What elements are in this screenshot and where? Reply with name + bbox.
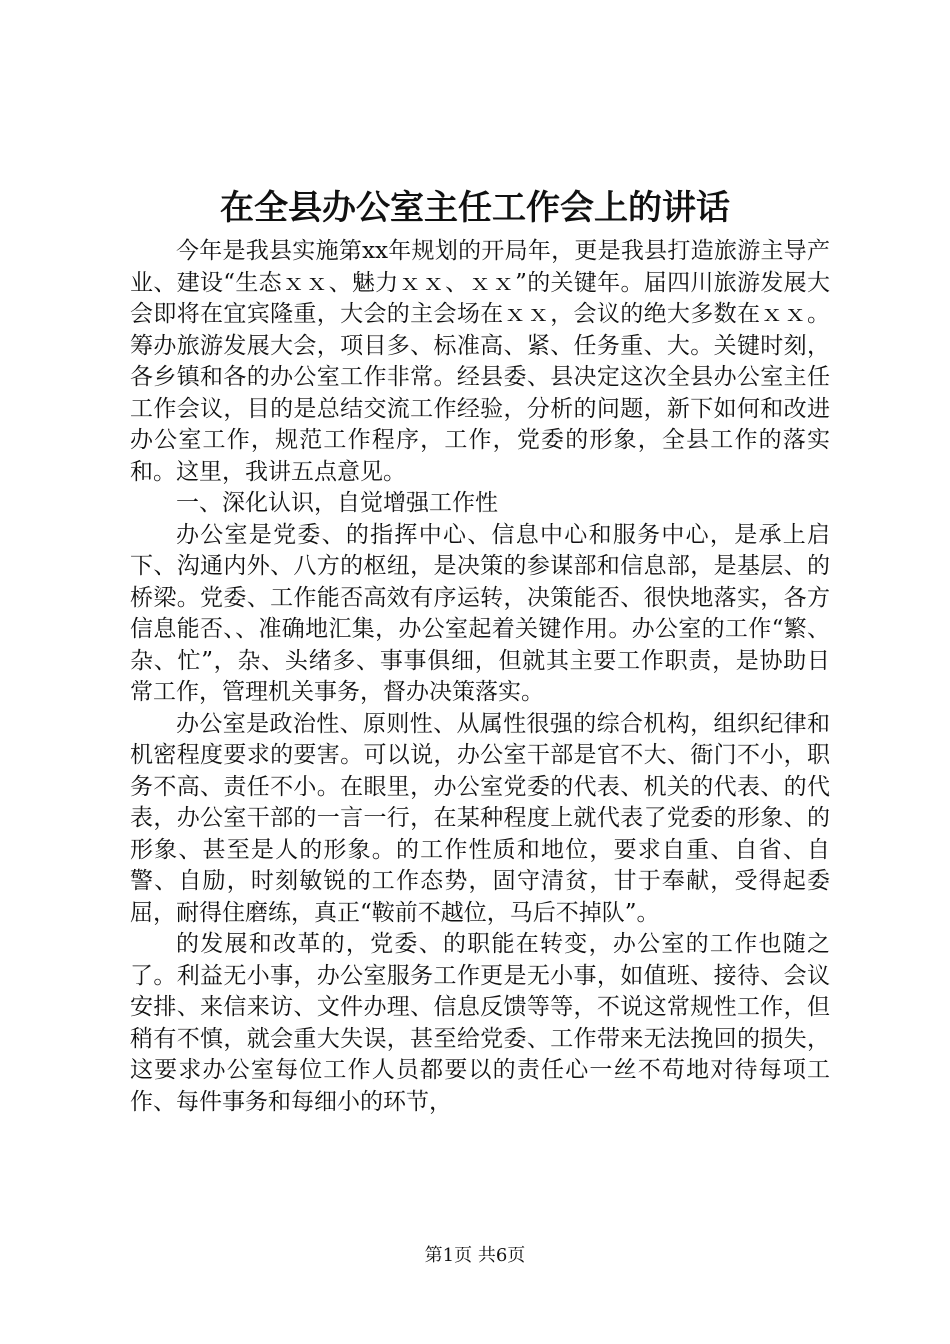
paragraph-intro: 今年是我县实施第xx年规划的开局年，更是我县打造旅游主导产业、建设“生态ｘｘ、魅力ｘｘ、ｘｘ”的关键年。届四川旅游发展大会即将在宜宾隆重，大会的主会场在ｘｘ，会议的绝大多数在ｘｘ。筹办旅游发展大会，项目多、标准高、紧、任务重、大。关键时刻，各乡镇和各的办公室工作非常。经县委、县决定这次全县办公室主任工作会议，目的是总结交流工作经验，分析的问题，新下如何和改进办公室工作，规范工作程序，工作，党委的形象，全县工作的落实和。这里，我讲五点意见。 [130, 238, 830, 485]
section-heading-1: 一、深化认识，自觉增强工作性 [176, 490, 498, 516]
paragraph-office-nature: 办公室是政治性、原则性、从属性很强的综合机构，组织纪律和机密程度要求的要害。可以说，办公室干部是官不大、衙门不小，职务不高、责任不小。在眼里，办公室党委的代表、机关的代表、的代表，办公室干部的一言一行，在某种程度上就代表了党委的形象、的形象、甚至是人的形象。的工作性质和地位，要求自重、自省、自警、自励，时刻敏锐的工作态势，固守清贫，甘于奉献，受得起委屈，耐得住磨练，真正“鞍前不越位，马后不掉队”。 [130, 710, 830, 926]
paragraph-office-role: 办公室是党委、的指挥中心、信息中心和服务中心，是承上启下、沟通内外、八方的枢纽，是决策的参谋部和信息部，是基层、的桥梁。党委、工作能否高效有序运转，决策能否、很快地落实，各方信息能否、、准确地汇集，办公室起着关键作用。办公室的工作“繁、杂、忙”，杂、头绪多、事事俱细，但就其主要工作职责，是协助日常工作，管理机关事务，督办决策落实。 [130, 521, 830, 705]
document-title: 在全县办公室主任工作会上的讲话 [220, 188, 730, 228]
page-number: 第1页 共6页 [424, 1245, 526, 1266]
document-body [130, 236, 830, 1118]
paragraph-office-service: 的发展和改革的，党委、的职能在转变，办公室的工作也随之了。利益无小事，办公室服务工作更是无小事，如值班、接待、会议安排、来信来访、文件办理、信息反馈等等，不说这常规性工作，但稍有不慎，就会重大失误，甚至给党委、工作带来无法挽回的损失，这要求办公室每位工作人员都要以的责任心一丝不苟地对待每项工作、每件事务和每细小的环节， [130, 931, 830, 1115]
